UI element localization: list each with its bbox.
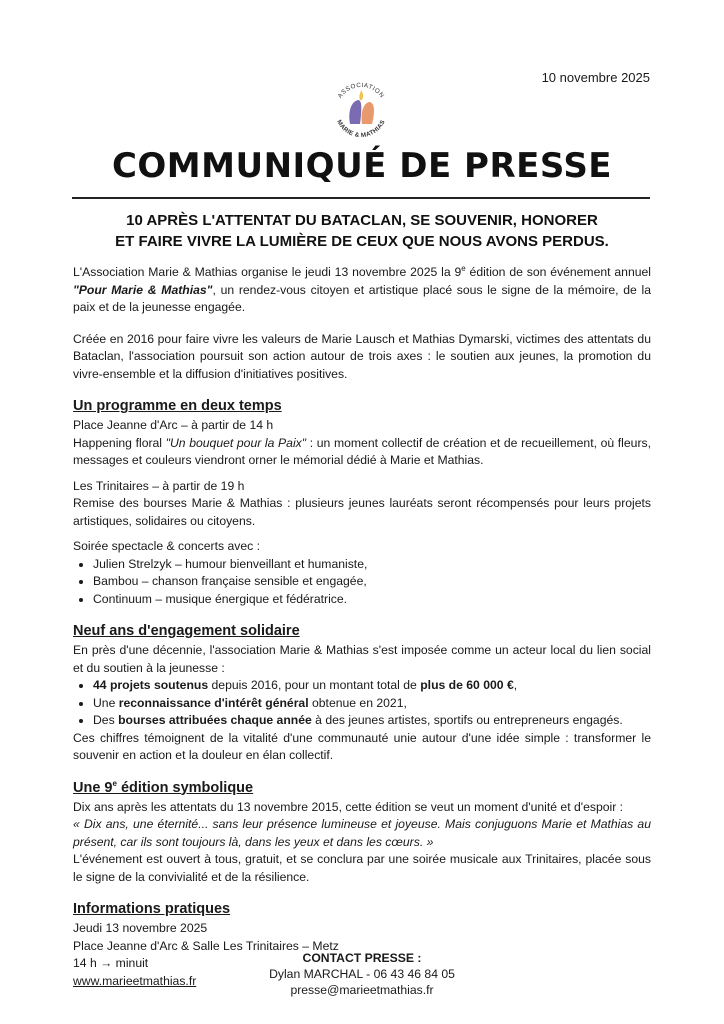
logo-right-figure — [361, 102, 374, 124]
programme-part2-place: Les Trinitaires – à partir de 19 h — [73, 478, 245, 493]
infos-hours: 14 h → minuit — [73, 956, 149, 970]
contact-name: Dylan MARCHAL - 06 43 46 84 05 — [269, 967, 455, 981]
subtitle — [60, 210, 664, 252]
logo-left-figure — [349, 100, 361, 124]
intro-paragraph: Créée en 2016 pour faire vivre les valeurs de Marie Lausch et Mathias Dymarski, victimes des attentats du Bataclan, l'association poursuit son action autour de trois axes : le soutien aux jeunes, la promotion du vivre-ensemble et la diffusion d'initiatives positives. — [73, 331, 651, 381]
concerts-intro: Soirée spectacle & concerts avec : — [73, 539, 260, 553]
section-heading-engagement: Neuf ans d'engagement solidaire — [73, 623, 300, 639]
press-contact — [0, 950, 724, 998]
contact-heading: CONTACT PRESSE : — [302, 951, 422, 965]
list-item: • Une reconnaissance d'intérêt général obtenue en 2021, — [93, 695, 651, 713]
logo-text-bottom: MARIE & MATHIAS — [335, 118, 387, 140]
edition-outro: L'événement est ouvert à tous, gratuit, et se conclura par une soirée musicale aux Trinitaires, placée sous le signe de la convivialité et de la résilience. — [73, 852, 651, 884]
list-item: • Continuum – musique énergique et fédératrice. — [93, 591, 651, 609]
edition-quote: « Dix ans, une éternité... sans leur présence lumineuse et joyeuse. Mais conjuguons Marie et Mathias au présent, car ils sont toujours là, dans les yeux et dans les cœurs. » — [73, 817, 651, 849]
page-title: COMMUNIQUÉ DE PRESSE — [111, 146, 613, 186]
contact-email[interactable]: presse@marieetmathias.fr — [290, 983, 434, 997]
logo-text-top: ASSOCIATION — [336, 81, 386, 100]
infos-place: Place Jeanne d'Arc & Salle Les Trinitaires – Metz — [73, 938, 339, 953]
lead-paragraph: L'Association Marie & Mathias organise le jeudi 13 novembre 2025 la 9e édition de son événement annuel "Pour Marie & Mathias", un rendez-vous citoyen et artistique placé sous le signe de la mémoire, de la paix et de la jeunesse engagée. — [73, 263, 651, 314]
main-content — [73, 264, 651, 990]
association-logo — [328, 78, 394, 144]
concerts-list — [73, 556, 651, 609]
logo-flame — [359, 90, 363, 100]
association-logo-icon — [328, 78, 394, 144]
list-item: • 44 projets soutenus depuis 2016, pour un montant total de plus de 60 000 €, — [93, 677, 651, 695]
subtitle-line-1: 10 APRÈS L'ATTENTAT DU BATACLAN, SE SOUVENIR, HONORER — [126, 212, 598, 229]
programme-part1-desc: Happening floral "Un bouquet pour la Paix" : un moment collectif de création et de recueillement, où fleurs, messages et couleurs viendront orner le mémorial dédié à Marie et Mathias. — [73, 435, 651, 467]
subtitle-line-2: ET FAIRE VIVRE LA LUMIÈRE DE CEUX QUE NOUS AVONS PERDUS. — [115, 233, 609, 250]
title-divider — [72, 197, 650, 199]
svg-text:MARIE & MATHIAS — [335, 119, 387, 139]
document-date: 10 novembre 2025 — [541, 70, 650, 85]
engagement-intro: En près d'une décennie, l'association Marie & Mathias s'est imposée comme un acteur local du lien social et du soutien à la jeunesse : — [73, 643, 651, 675]
edition-intro: Dix ans après les attentats du 13 novembre 2015, cette édition se veut un moment d'unité et d'espoir : — [73, 799, 624, 814]
list-item: • Bambou – chanson française sensible et engagée, — [93, 573, 651, 591]
list-item: • Des bourses attribuées chaque année à des jeunes artistes, sportifs ou entrepreneurs engagés. — [93, 712, 651, 730]
engagement-list — [73, 677, 651, 730]
section-heading-infos: Informations pratiques — [73, 901, 231, 917]
programme-part2-desc: Remise des bourses Marie & Mathias : plusieurs jeunes lauréats seront récompensés pour leurs projets artistiques, solidaires ou citoyens. — [73, 496, 651, 528]
programme-part1-place: Place Jeanne d'Arc – à partir de 14 h — [73, 418, 274, 432]
section-heading-programme: Un programme en deux temps — [73, 398, 282, 414]
section-heading-edition: Une 9e édition symbolique — [73, 778, 254, 796]
list-item: • Julien Strelzyk – humour bienveillant et humaniste, — [93, 556, 651, 574]
event-name: "Pour Marie & Mathias" — [73, 282, 213, 297]
engagement-outro: Ces chiffres témoignent de la vitalité d'une communauté unie autour d'une idée simple : transformer le souvenir en action et la douleur en élan collectif. — [73, 730, 651, 762]
infos-date: Jeudi 13 novembre 2025 — [73, 921, 208, 935]
website-link[interactable]: www.marieetmathias.fr — [73, 973, 197, 988]
